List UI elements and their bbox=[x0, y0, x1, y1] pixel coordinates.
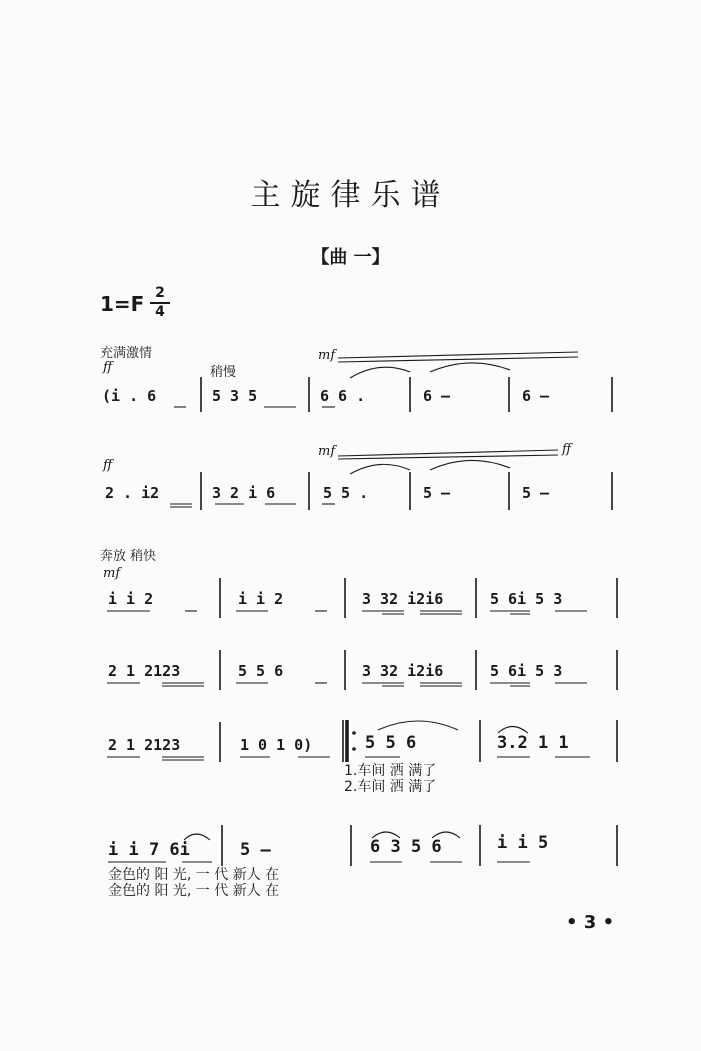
lyric-line: 2.车间 洒 满了 bbox=[344, 779, 437, 795]
measure: 3.2 1 1 bbox=[497, 733, 569, 753]
lyric-line: 金色的 阳 光, 一 代 新人 在 bbox=[108, 883, 280, 899]
measure: i i 5 bbox=[497, 833, 549, 853]
measure: i i 7 6i bbox=[108, 840, 190, 860]
measure: i i 2 bbox=[238, 590, 284, 608]
measure: 3 32 i2i6 bbox=[362, 590, 444, 608]
measure: 5 5 6 bbox=[238, 662, 284, 680]
slur bbox=[184, 834, 210, 840]
page-title: 主旋律乐谱 bbox=[250, 178, 451, 213]
measure: 6 6 . bbox=[320, 387, 366, 405]
measure: 2 1 2123 bbox=[108, 662, 181, 680]
lyric-line: 金色的 阳 光, 一 代 新人 在 bbox=[108, 867, 280, 883]
measure: 5 5 6 bbox=[365, 733, 417, 753]
key-signature: 1=F bbox=[100, 292, 145, 316]
dynamic-mark: ff bbox=[103, 360, 113, 375]
measure: 6 – bbox=[423, 387, 451, 405]
measure: 3 32 i2i6 bbox=[362, 662, 444, 680]
page-number: • 3 • bbox=[566, 912, 615, 933]
expression-mark: 奔放 稍快 bbox=[100, 549, 157, 564]
measure: 5 – bbox=[522, 484, 550, 502]
dynamic-mark: mf bbox=[103, 566, 121, 581]
measure: i i 2 bbox=[108, 590, 154, 608]
measure: 5 6i 5 3 bbox=[490, 662, 563, 680]
measure: 6 – bbox=[522, 387, 550, 405]
measure: 2 . i2 bbox=[105, 484, 160, 502]
measure: 5 – bbox=[423, 484, 451, 502]
slur bbox=[430, 363, 510, 372]
slur bbox=[430, 460, 510, 470]
measure: 3 2 i 6 bbox=[212, 484, 276, 502]
crescendo-line bbox=[338, 357, 578, 362]
lyric-line: 1.车间 洒 满了 bbox=[344, 763, 437, 779]
measure: 6 3 5 6 bbox=[370, 837, 442, 857]
measure: (i . 6 bbox=[102, 387, 157, 405]
measure: 5 – bbox=[240, 840, 271, 860]
repeat-dot bbox=[352, 731, 356, 735]
time-top: 2 bbox=[155, 285, 165, 301]
slur bbox=[350, 367, 410, 378]
expression-mark: 充满激情 bbox=[100, 346, 153, 361]
slur bbox=[350, 464, 410, 474]
measure: 1 0 1 0) bbox=[240, 736, 313, 754]
repeat-dot bbox=[352, 747, 356, 751]
time-bottom: 4 bbox=[155, 304, 165, 320]
measure: 5 6i 5 3 bbox=[490, 590, 563, 608]
dynamic-mark: ff bbox=[103, 458, 113, 473]
section-label: 【曲 一】 bbox=[311, 247, 390, 268]
measure: 5 5 . bbox=[323, 484, 369, 502]
slur bbox=[432, 832, 460, 838]
measure: 2 1 2123 bbox=[108, 736, 181, 754]
slur bbox=[372, 832, 400, 838]
slur bbox=[498, 727, 528, 734]
slur bbox=[378, 721, 458, 730]
dynamic-mark: mf bbox=[318, 348, 336, 363]
dynamic-mark: ff bbox=[562, 442, 572, 457]
crescendo-line bbox=[338, 352, 578, 358]
measure: 5 3 5 bbox=[212, 387, 258, 405]
dynamic-mark: mf bbox=[318, 444, 336, 459]
tempo-mark: 稍慢 bbox=[210, 365, 237, 380]
